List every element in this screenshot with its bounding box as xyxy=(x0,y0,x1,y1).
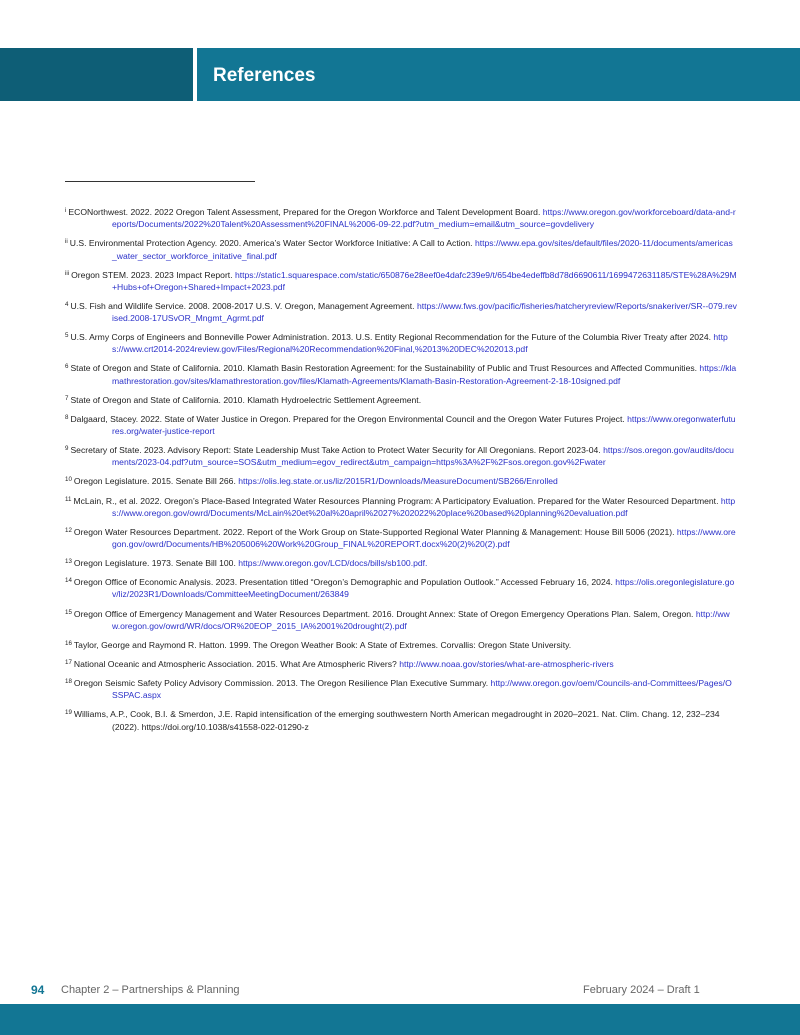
reference-link[interactable]: https://www.fws.gov/pacific/fisheries/hatcheryreview/Reports/snakeriver/SR--079.revised.2008-17USvOR_Mngmt_Agrmt.pdf xyxy=(112,300,737,324)
reference-link[interactable]: http://www.oregon.gov/owrd/WR/docs/OR%20EOP_2015_IA%2001%20drought(2).pdf xyxy=(112,608,730,631)
reference-link[interactable]: https://www.oregon.gov/owrd/Documents/HB%205006%20Work%20Group_FINAL%20REPORT.docx%20(2)%20(2).pdf xyxy=(112,526,736,550)
references-list xyxy=(65,205,737,739)
reference-link[interactable]: https://www.crt2014-2024review.gov/Files/Regional%20Recommendation%20Final,%2013%20DEC%202013.pdf xyxy=(112,332,728,355)
reference-text: Oregon Seismic Safety Policy Advisory Commission. 2013. The Oregon Resilience Plan Executive Summary. xyxy=(73,678,491,689)
reference-item xyxy=(65,361,737,386)
reference-item xyxy=(65,638,737,651)
reference-text: Oregon Legislature. 2015. Senate Bill 266. xyxy=(73,476,239,487)
footnote-marker: ii xyxy=(65,238,68,246)
reference-text: McLain, R., et al. 2022. Oregon’s Place-Based Integrated Water Resources Planning Program: A Participatory Evaluation. Prepared for the Water Resourced Department. xyxy=(73,495,721,506)
reference-text: ECONorthwest. 2022. 2022 Oregon Talent Assessment, Prepared for the Oregon Workforce and Talent Development Board. xyxy=(68,207,543,217)
chapter-label: Chapter 2 – Partnerships & Planning xyxy=(61,984,240,996)
reference-text: National Oceanic and Atmospheric Association. 2015. What Are Atmospheric Rivers? xyxy=(73,658,400,669)
reference-item xyxy=(65,474,737,487)
footnote-marker: iii xyxy=(65,269,70,277)
reference-text: Williams, A.P., Cook, B.I. & Smerdon, J.E. Rapid intensification of the emerging southwestern North American megadrought in 2020–2021. Nat. Clim. Chang. 12, 232–234 (2022). https://doi.org/10.1038/s41558-022-01290-z xyxy=(73,709,720,732)
page-title: References xyxy=(213,65,316,86)
footnote-marker: 19 xyxy=(65,709,72,717)
reference-link[interactable]: https://static1.squarespace.com/static/650876e28eef0e4dafc239e9/t/654be4edeffb8d78d6690611/1699472631185/STE%28A%29M+Hubs+of+Oregon+Shared+Impact+2023.pdf xyxy=(112,269,737,292)
footnote-marker: 5 xyxy=(65,332,69,340)
reference-text: State of Oregon and State of California. 2010. Klamath Basin Restoration Agreement: for the Sustainability of Public and Trust Resources and Affected Communities. xyxy=(70,363,700,374)
reference-item xyxy=(65,707,737,732)
reference-link[interactable]: https://sos.oregon.gov/audits/documents/2023-04.pdf?utm_source=SOS&utm_medium=egov_redirect&utm_campaign=https%3A%2F%2Fsos.oregon.gov%2Fwater xyxy=(112,445,734,468)
reference-link[interactable]: https://olis.oregonlegislature.gov/liz/2023R1/Downloads/CommitteeMeetingDocument/263849 xyxy=(112,577,735,600)
header-band-left xyxy=(0,48,193,101)
reference-text: State of Oregon and State of California. 2010. Klamath Hydroelectric Settlement Agreement. xyxy=(70,394,422,405)
footnote-marker: 13 xyxy=(65,558,72,566)
footnote-marker: 18 xyxy=(65,678,72,686)
footnote-marker: 14 xyxy=(65,577,72,585)
reference-item xyxy=(65,556,737,569)
footnote-marker: 12 xyxy=(65,526,72,534)
page-number: 94 xyxy=(31,983,45,997)
footnote-marker: 9 xyxy=(65,445,69,453)
reference-text: U.S. Army Corps of Engineers and Bonneville Power Administration. 2013. U.S. Entity Regional Recommendation for the Future of the Columbia River Treaty after 2024. xyxy=(70,332,714,343)
reference-item xyxy=(65,236,737,261)
footnote-marker: 17 xyxy=(65,658,72,666)
reference-link[interactable]: https://www.epa.gov/sites/default/files/2020-11/documents/americas_water_sector_workforce_initative_final.pdf xyxy=(112,238,733,261)
reference-item xyxy=(65,412,737,437)
reference-text: Secretary of State. 2023. Advisory Report: State Leadership Must Take Action to Protect Water Security for All Oregonians. Report 2023-04. xyxy=(70,445,604,456)
reference-item xyxy=(65,575,737,600)
reference-text: Dalgaard, Stacey. 2022. State of Water Justice in Oregon. Prepared for the Oregon Environmental Council and the Oregon Water Futures Project. xyxy=(70,413,628,424)
reference-item xyxy=(65,393,737,406)
reference-link[interactable]: https://www.oregon.gov/LCD/docs/bills/sb100.pdf. xyxy=(238,558,428,569)
footnote-marker: 10 xyxy=(65,476,72,484)
footnote-marker: 11 xyxy=(65,495,72,503)
reference-item xyxy=(65,607,737,632)
reference-link[interactable]: http://www.oregon.gov/oem/Councils-and-Committees/Pages/OSSPAC.aspx xyxy=(112,678,732,701)
reference-link[interactable]: http://www.noaa.gov/stories/what-are-atmospheric-rivers xyxy=(399,658,614,669)
footnote-marker: 4 xyxy=(65,300,69,308)
reference-item xyxy=(65,443,737,468)
footnote-divider xyxy=(65,181,255,182)
reference-item xyxy=(65,676,737,701)
reference-text: U.S. Environmental Protection Agency. 2020. America’s Water Sector Workforce Initiative: A Call to Action. xyxy=(69,238,475,249)
reference-item xyxy=(65,299,737,324)
footnote-marker: i xyxy=(65,207,67,214)
draft-date: February 2024 – Draft 1 xyxy=(583,984,700,996)
reference-text: Oregon STEM. 2023. 2023 Impact Report. xyxy=(71,269,235,280)
reference-link[interactable]: https://olis.leg.state.or.us/liz/2015R1/Downloads/MeasureDocument/SB266/Enrolled xyxy=(238,476,558,487)
reference-link[interactable]: https://www.oregonwaterfutures.org/water-justice-report xyxy=(112,413,736,437)
footnote-marker: 8 xyxy=(65,413,69,421)
reference-link[interactable]: https://www.oregon.gov/workforceboard/data-and-reports/Documents/2022%20Talent%20Assessment%20FINAL%2006-09-22.pdf?utm_medium=email&utm_source=govdelivery xyxy=(112,207,736,230)
footnote-marker: 6 xyxy=(65,363,69,371)
reference-text: Taylor, George and Raymond R. Hatton. 1999. The Oregon Weather Book: A State of Extremes. Corvallis: Oregon State University. xyxy=(73,639,572,650)
footnote-marker: 16 xyxy=(65,639,72,647)
reference-link[interactable]: https://www.oregon.gov/owrd/Documents/McLain%20et%20al%20april%2027%202022%20place%20based%20planning%20evaluation.pdf xyxy=(112,495,736,518)
reference-item xyxy=(65,657,737,670)
footer-band xyxy=(0,1004,800,1035)
reference-text: Oregon Office of Emergency Management and Water Resources Department. 2016. Drought Annex: State of Oregon Emergency Operations Plan. Salem, Oregon. xyxy=(73,608,696,619)
footnote-marker: 15 xyxy=(65,608,72,616)
reference-text: Oregon Office of Economic Analysis. 2023. Presentation titled “Oregon’s Demographic and Population Outlook.” Accessed February 16, 2024. xyxy=(73,577,616,588)
reference-text: Oregon Legislature. 1973. Senate Bill 100. xyxy=(73,558,239,569)
reference-item xyxy=(65,268,737,293)
reference-item xyxy=(65,330,737,355)
reference-text: U.S. Fish and Wildlife Service. 2008. 2008-2017 U.S. V. Oregon, Management Agreement. xyxy=(70,300,417,311)
reference-item xyxy=(65,205,737,230)
reference-item xyxy=(65,494,737,519)
reference-text: Oregon Water Resources Department. 2022. Report of the Work Group on State-Supported Regional Water Planning & Management: House Bill 5006 (2021). xyxy=(73,526,677,537)
reference-item xyxy=(65,525,737,550)
footnote-marker: 7 xyxy=(65,394,69,402)
reference-link[interactable]: https://klamathrestoration.gov/sites/klamathrestoration.gov/files/Klamath-Agreements/Klamath-Basin-Restoration-Agreement-2-18-10signed.pdf xyxy=(112,363,737,386)
